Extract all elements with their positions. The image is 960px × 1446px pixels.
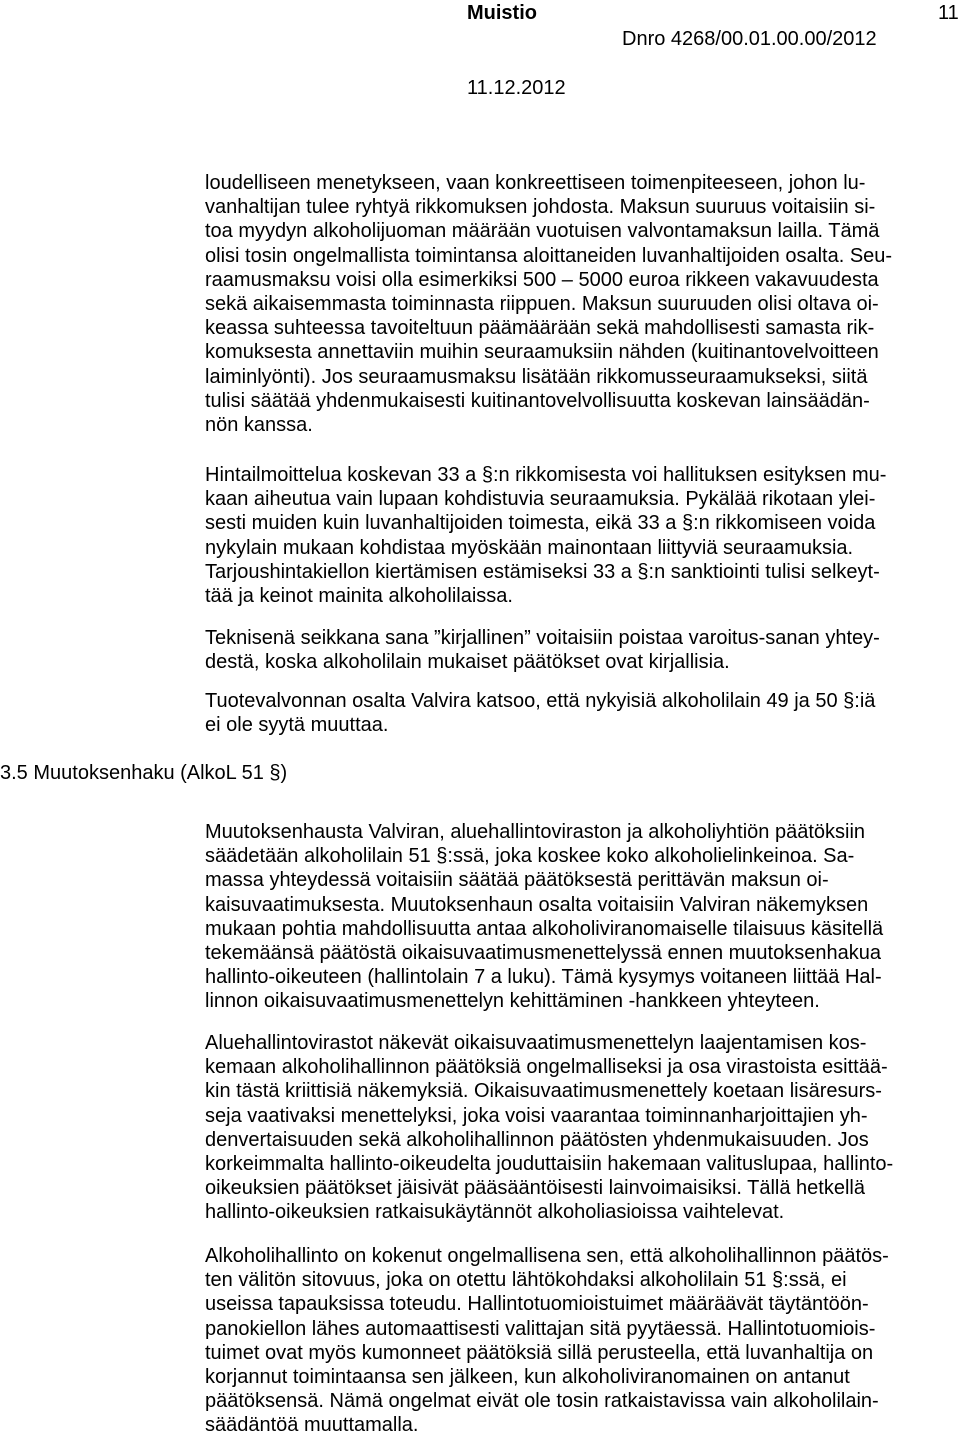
paragraph-product-control (205, 689, 875, 737)
text-line: ei ole syytä muuttaa. (205, 714, 389, 737)
paragraph-appeal (205, 820, 883, 1014)
text-line: kemaan alkoholihallinnon päätöksiä ongelmalliseksi ja osa virastoista esittää- (205, 1056, 888, 1079)
paragraph-penalty-fee (205, 171, 892, 437)
text-line: Hintailmoittelua koskevan 33 a §:n rikkomisesta voi hallituksen esityksen mu- (205, 464, 887, 486)
memo-title: Muistio (467, 2, 537, 24)
paragraph-technical-detail (205, 626, 880, 674)
text-line: raamusmaksu voisi olla esimerkiksi 500 – 5000 euroa rikkeen vakavuudesta (205, 268, 879, 291)
text-line: kin tästä kriittisiä näkemyksiä. Oikaisuvaatimusmenettely koetaan lisäresurs- (205, 1080, 882, 1103)
text-line: keassa suhteessa tavoiteltuun päämäärään sekä mahdollisesti samasta rik- (205, 317, 875, 340)
text-line: toa myydyn alkoholijuoman määrään vuotuisen valvontamaksun lailla. Tämä (205, 220, 880, 243)
text-line: tekemäänsä päätöstä oikaisuvaatimusmenettelyssä ennen muutoksenhakua (205, 941, 881, 964)
document-number: Dnro 4268/00.01.00.00/2012 (622, 28, 877, 50)
text-line: sesti muiden kuin luvanhaltijoiden toimesta, eikä 33 a §:n rikkomiseen voida (205, 512, 876, 535)
text-line: linnon oikaisuvaatimusmenettelyn kehittäminen -hankkeen yhteyteen. (205, 990, 820, 1013)
text-line: korjannut toimintaansa sen jälkeen, kun alkoholiviranomainen on antanut (205, 1365, 850, 1388)
text-line: massa yhteydessä voitaisiin säätää päätöksestä perittävän maksun oi- (205, 869, 829, 892)
text-line: Alkoholihallinto on kokenut ongelmallisena sen, että alkoholihallinnon päätös- (205, 1245, 889, 1267)
text-line: Tuotevalvonnan osalta Valvira katsoo, että nykyisiä alkoholilain 49 ja 50 §:iä (205, 690, 876, 712)
text-line: mukaan pohtia mahdollisuutta antaa alkoholiviranomaiselle tilaisuus käsitellä (205, 917, 884, 940)
text-line: ten välitön sitovuus, joka on otettu lähtökohdaksi alkoholilain 51 §:ssä, ei (205, 1269, 847, 1292)
text-line: tuimet ovat myös kumonneet päätöksiä sillä perusteella, että luvanhaltija on (205, 1341, 874, 1364)
text-line: säädetään alkoholilain 51 §:ssä, joka koskee koko alkoholielinkeinoa. Sa- (205, 845, 855, 868)
text-line: oikeuksien päätökset jäisivät pääsääntöisesti lainvoimaisiksi. Tällä hetkellä (205, 1177, 865, 1200)
text-line: hallinto-oikeuteen (hallintolain 7 a luku). Tämä kysymys voitaneen liittää Hal- (205, 966, 882, 989)
text-line: korkeimmalta hallinto-oikeudelta jouduttaisiin hakemaan valituslupaa, hallinto- (205, 1152, 894, 1175)
page-number: 11 (938, 2, 959, 24)
text-line: säädäntöä muuttamalla. (205, 1414, 419, 1437)
text-line: tää ja keinot mainita alkoholilaissa. (205, 584, 513, 607)
paragraph-alcohol-administration (205, 1244, 889, 1438)
text-line: kaisuvaatimuksesta. Muutoksenhaun osalta voitaisiin Valviran näkemyksen (205, 893, 869, 916)
text-line: olisi tosin ongelmallista toimintansa aloittaneiden luvanhaltijoiden osalta. Seu- (205, 244, 893, 267)
text-line: vanhaltijan tulee ryhtyä rikkomuksen johdosta. Maksun suuruus voitaisiin si- (205, 196, 876, 219)
text-line: destä, koska alkoholilain mukaiset päätökset ovat kirjallisia. (205, 651, 730, 674)
text-line: denvertaisuuden sekä alkoholihallinnon päätösten yhdenmukaisuuden. Jos (205, 1128, 869, 1151)
text-line: Teknisenä seikkana sana ”kirjallinen” voitaisiin poistaa varoitus-sanan yhtey- (205, 627, 880, 649)
text-line: päätöksensä. Nämä ongelmat eivät ole tosin ratkaistavissa vain alkoholilain- (205, 1390, 879, 1413)
text-line: nykylain mukaan kohdistaa myöskään mainontaan liittyviä seuraamuksia. (205, 536, 854, 559)
text-line: komuksesta annettaviin muihin seuraamuksiin nähden (kuitinantovelvoitteen (205, 341, 879, 364)
text-line: kaan aiheutua vain lupaan kohdistuvia seuraamuksia. Pykälää rikotaan ylei- (205, 488, 876, 511)
text-line: loudelliseen menetykseen, vaan konkreettiseen toimenpiteeseen, johon lu- (205, 172, 866, 194)
text-line: tulisi säätää yhdenmukaisesti kuitinantovelvollisuutta koskevan lainsäädän- (205, 389, 870, 412)
section-heading: 3.5 Muutoksenhaku (AlkoL 51 §) (0, 762, 288, 784)
text-line: Muutoksenhausta Valviran, aluehallintoviraston ja alkoholiyhtiön päätöksiin (205, 821, 866, 843)
paragraph-price-advertising (205, 463, 886, 608)
text-line: sekä aikaisemmasta toiminnasta riippuen. Maksun suuruuden olisi oltava oi- (205, 292, 879, 315)
text-line: Tarjoushintakiellon kiertämisen estämiseksi 33 a §:n sanktiointi tulisi selkeyt- (205, 560, 880, 583)
paragraph-regional-agencies (205, 1031, 893, 1225)
text-line: nön kanssa. (205, 413, 313, 436)
document-date: 11.12.2012 (467, 77, 566, 99)
text-line: panokiellon lähes automaattisesti valittajan sitä pyytäessä. Hallintotuomiois- (205, 1317, 876, 1340)
text-line: seja vaativaksi menettelyksi, joka voisi vaarantaa toiminnanharjoittajien yh- (205, 1104, 868, 1127)
text-line: useissa tapauksissa toteudu. Hallintotuomioistuimet määräävät täytäntöön- (205, 1293, 869, 1316)
text-line: Aluehallintovirastot näkevät oikaisuvaatimusmenettelyn laajentamisen kos- (205, 1032, 867, 1054)
text-line: hallinto-oikeuksien ratkaisukäytännöt alkoholiasioissa vaihtelevat. (205, 1201, 785, 1224)
text-line: laiminlyönti). Jos seuraamusmaksu lisätään rikkomusseuraamukseksi, siitä (205, 365, 868, 388)
